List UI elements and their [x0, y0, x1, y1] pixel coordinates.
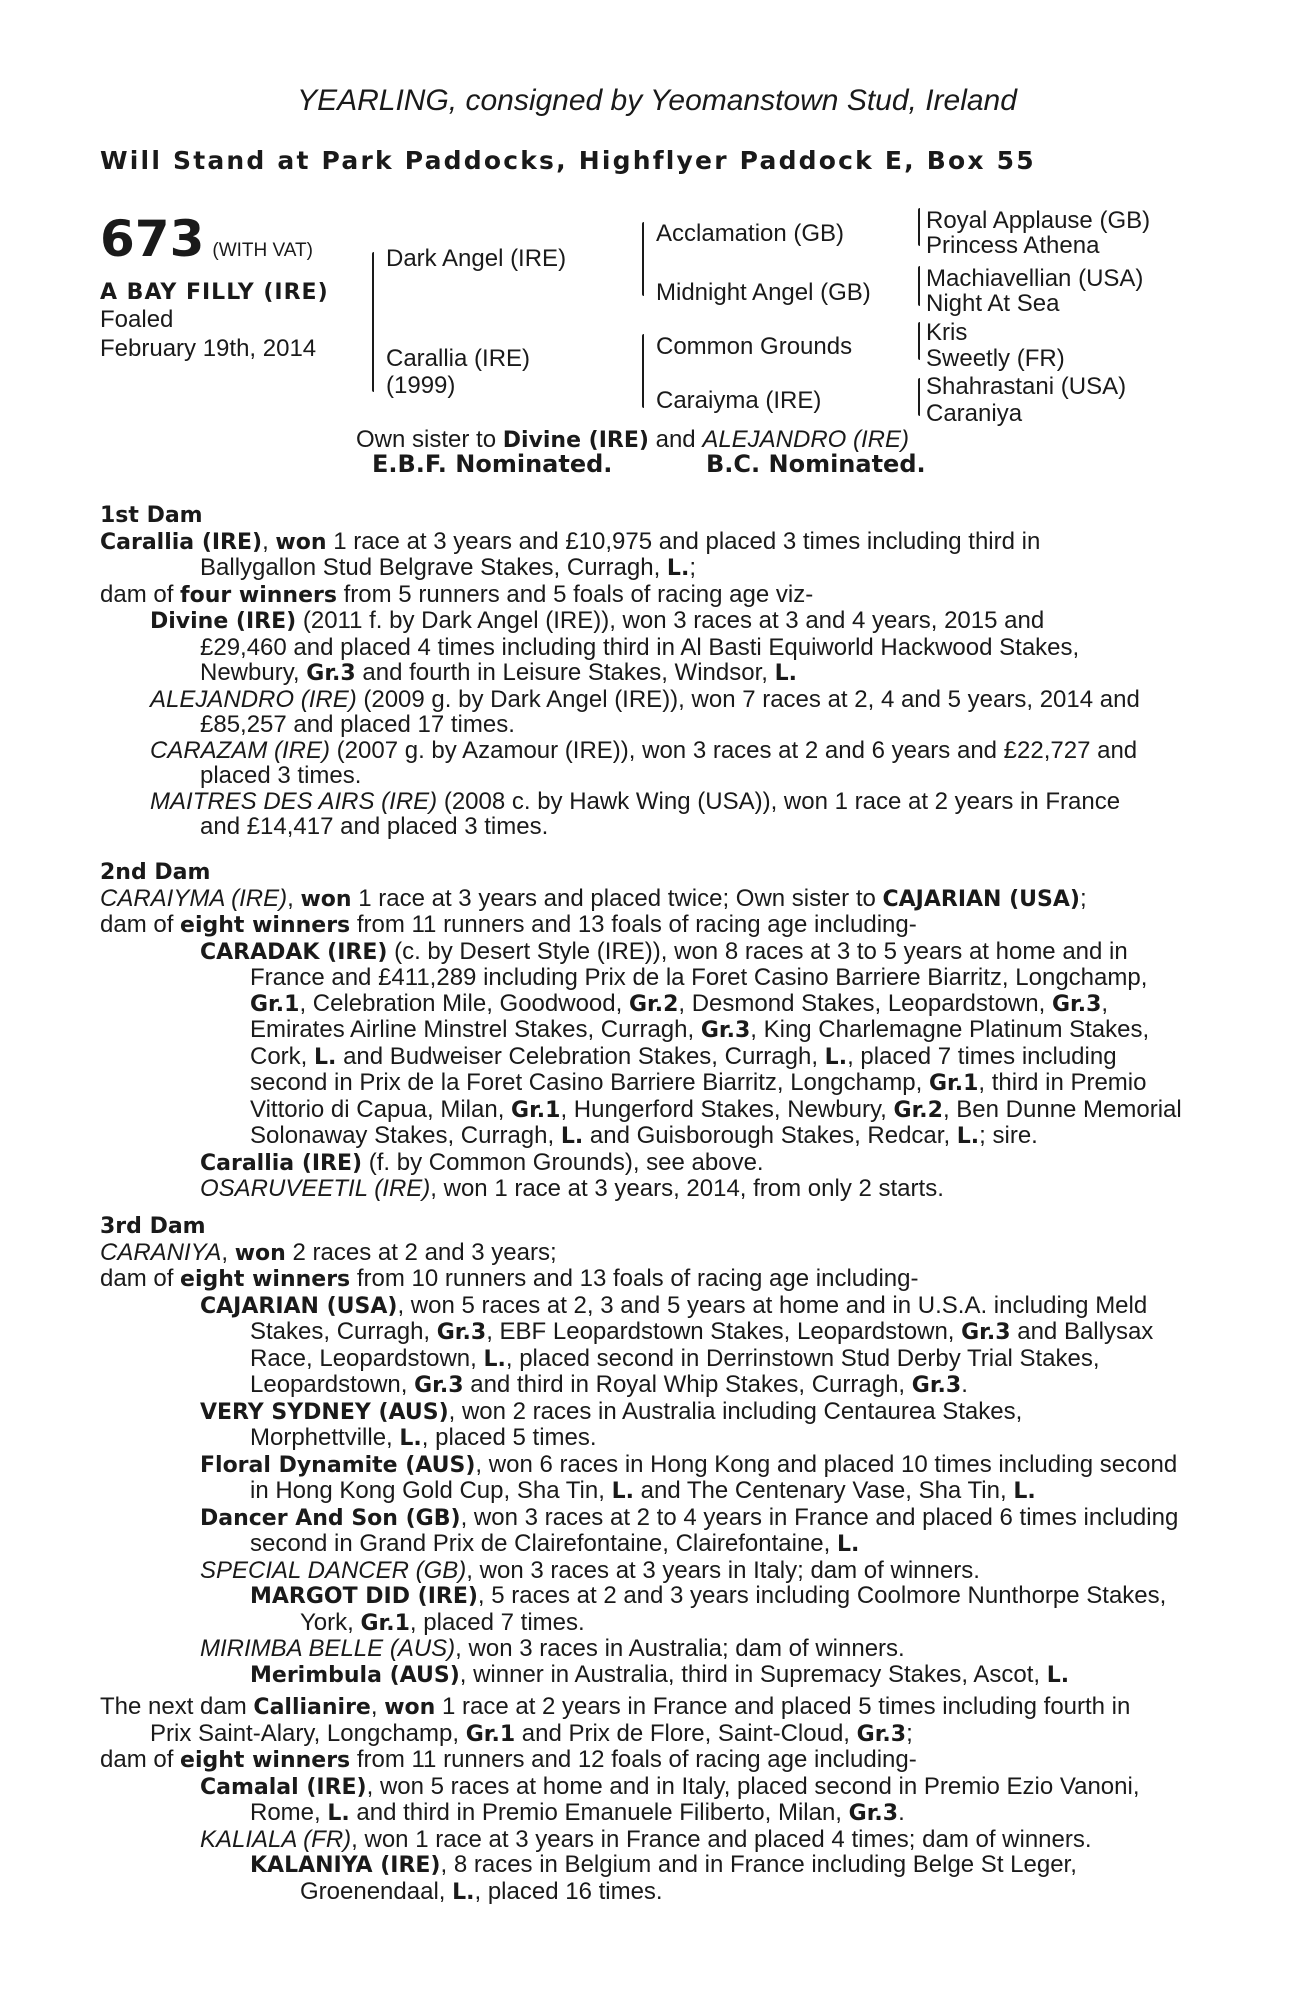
dam3-line: Dancer And Son (GB), won 3 races at 2 to 4 years in France and placed 6 times including: [200, 1503, 1179, 1531]
dam3-line: MIRIMBA BELLE (AUS), won 3 races in Australia; dam of winners.: [200, 1635, 905, 1662]
dam1-line: Carallia (IRE), won 1 race at 3 years and £10,975 and placed 3 times including third in: [100, 527, 1041, 555]
first-dam-heading: 1st Dam: [100, 503, 203, 528]
pedigree-g8: Caraniya: [926, 400, 1023, 427]
dam1-line: £85,257 and placed 17 times.: [200, 711, 515, 738]
dam3-line: Leopardstown, Gr.3 and third in Royal Whip Stakes, Curragh, Gr.3.: [250, 1371, 968, 1398]
pedigree-g7: Shahrastani (USA): [926, 373, 1127, 400]
pedigree-g3: Machiavellian (USA): [926, 265, 1144, 292]
pedigree-sire-sire: Acclamation (GB): [656, 220, 845, 247]
foaled-date: February 19th, 2014: [100, 335, 317, 362]
next-line: Prix Saint-Alary, Longchamp, Gr.1 and Prix de Flore, Saint-Cloud, Gr.3;: [150, 1719, 913, 1747]
pedigree-brace-sire: [642, 222, 644, 296]
foaled-block: [100, 305, 316, 363]
third-dam-heading: 3rd Dam: [100, 1214, 206, 1239]
dam3-line: Morphettville, L., placed 5 times.: [250, 1424, 597, 1451]
dam1-line: placed 3 times.: [200, 762, 362, 789]
dam3-line: CAJARIAN (USA), won 5 races at 2, 3 and 5 years at home and in U.S.A. including Meld: [200, 1291, 1148, 1319]
sister-divine: Divine (IRE): [502, 428, 649, 453]
dam2-line: Vittorio di Capua, Milan, Gr.1, Hungerford Stakes, Newbury, Gr.2, Ben Dunne Memorial: [250, 1095, 1182, 1123]
next-line: The next dam Callianire, won 1 race at 2 years in France and placed 5 times including fourth in: [100, 1693, 1131, 1720]
dam1-line: dam of four winners from 5 runners and 5 foals of racing age viz-: [100, 580, 814, 608]
dam2-line: Gr.1, Celebration Mile, Goodwood, Gr.2, Desmond Stakes, Leopardstown, Gr.3,: [250, 989, 1109, 1017]
pedigree-brace-g2: [918, 266, 920, 306]
dam2-line: Carallia (IRE) (f. by Common Grounds), see above.: [200, 1148, 764, 1176]
lot-number-block: [100, 210, 313, 268]
pedigree-dam: Carallia (IRE): [386, 345, 531, 372]
dam2-line: dam of eight winners from 11 runners and 13 foals of racing age including-: [100, 911, 917, 938]
next-line: KALANIYA (IRE), 8 races in Belgium and in France including Belge St Leger,: [250, 1851, 1077, 1878]
pedigree-g4: Night At Sea: [926, 290, 1060, 317]
dam2-line: France and £411,289 including Prix de la Foret Casino Barriere Biarritz, Longchamp,: [250, 964, 1148, 991]
dam1-line: Divine (IRE) (2011 f. by Dark Angel (IRE)), won 3 races at 3 and 4 years, 2015 and: [150, 607, 1045, 634]
pedigree-dam-dam: Caraiyma (IRE): [656, 387, 822, 414]
dam2-line: Emirates Airline Minstrel Stakes, Curragh, Gr.3, King Charlemagne Platinum Stakes,: [250, 1016, 1150, 1043]
next-line: Camalal (IRE), won 5 races at home and in Italy, placed second in Premio Ezio Vanoni,: [200, 1772, 1140, 1800]
pedigree-brace-g1: [918, 208, 920, 246]
pedigree-dam-year: (1999): [386, 372, 456, 399]
dam1-line: MAITRES DES AIRS (IRE) (2008 c. by Hawk Wing (USA)), won 1 race at 2 years in France: [150, 787, 1121, 815]
horse-description: A BAY FILLY (IRE): [100, 280, 329, 305]
dam3-line: Race, Leopardstown, L., placed second in Derrinstown Stud Derby Trial Stakes,: [250, 1344, 1100, 1372]
pedigree-brace-g3: [918, 322, 920, 360]
dam3-line: in Hong Kong Gold Cup, Sha Tin, L. and The Centenary Vase, Sha Tin, L.: [250, 1477, 1036, 1504]
bc-nominated: B.C. Nominated.: [706, 450, 926, 478]
second-dam-heading: 2nd Dam: [100, 860, 211, 885]
dam3-line: second in Grand Prix de Clairefontaine, Clairefontaine, L.: [250, 1530, 860, 1557]
pedigree-g6: Sweetly (FR): [926, 345, 1065, 372]
own-sister-line: Own sister to Divine (IRE) and ALEJANDRO (IRE): [356, 426, 910, 453]
lot-number: 673: [100, 210, 205, 268]
dam2-line: OSARUVEETIL (IRE), won 1 race at 3 years, 2014, from only 2 starts.: [200, 1175, 944, 1202]
next-line: Rome, L. and third in Premio Emanuele Filiberto, Milan, Gr.3.: [250, 1799, 905, 1826]
dam3-line: York, Gr.1, placed 7 times.: [300, 1608, 585, 1636]
dam2-line: CARAIYMA (IRE), won 1 race at 3 years and placed twice; Own sister to CAJARIAN (USA);: [100, 884, 1087, 912]
dam1-line: £29,460 and placed 4 times including third in Al Basti Equiworld Hackwood Stakes,: [200, 633, 1080, 661]
dam2-line: Solonaway Stakes, Curragh, L. and Guisborough Stakes, Redcar, L.; sire.: [250, 1122, 1038, 1149]
dam2-line: CARADAK (IRE) (c. by Desert Style (IRE)), won 8 races at 3 to 5 years at home and in: [200, 937, 1128, 965]
dam3-line: dam of eight winners from 10 runners and 13 foals of racing age including-: [100, 1265, 919, 1292]
pedigree-brace-main: [372, 252, 374, 392]
pedigree-sire-dam: Midnight Angel (GB): [656, 279, 871, 306]
sister-alejandro: ALEJANDRO (IRE): [702, 426, 910, 453]
pedigree-dam-sire: Common Grounds: [656, 333, 853, 360]
dam3-line: MARGOT DID (IRE), 5 races at 2 and 3 years including Coolmore Nunthorpe Stakes,: [250, 1582, 1167, 1609]
dam3-line: VERY SYDNEY (AUS), won 2 races in Australia including Centaurea Stakes,: [200, 1397, 1023, 1425]
foaled-label: Foaled: [100, 306, 174, 333]
dam2-line: Cork, L. and Budweiser Celebration Stakes, Curragh, L., placed 7 times including: [250, 1042, 1117, 1070]
ebf-nominated: E.B.F. Nominated.: [372, 450, 613, 478]
first-dam-section: [100, 503, 1210, 840]
dam2-line: second in Prix de la Foret Casino Barriere Biarritz, Longchamp, Gr.1, third in Premio: [250, 1069, 1147, 1096]
dam3-line: Merimbula (AUS), winner in Australia, third in Supremacy Stakes, Ascot, L.: [250, 1660, 1070, 1688]
next-line: dam of eight winners from 11 runners and 12 foals of racing age including-: [100, 1746, 917, 1773]
second-dam-section: [100, 860, 1210, 1202]
next-line: Groenendaal, L., placed 16 times.: [300, 1877, 663, 1905]
vat-note: (WITH VAT): [212, 240, 313, 261]
dam1-line: CARAZAM (IRE) (2007 g. by Azamour (IRE)), won 3 races at 2 and 6 years and £22,727 and: [150, 736, 1138, 764]
dam1-line: Ballygallon Stud Belgrave Stakes, Curragh, L.;: [200, 554, 696, 581]
pedigree-brace-g4: [918, 378, 920, 416]
dam1-line: Newbury, Gr.3 and fourth in Leisure Stakes, Windsor, L.: [200, 659, 797, 686]
pedigree-g2: Princess Athena: [926, 232, 1100, 259]
pedigree-brace-dam: [642, 334, 644, 408]
dam3-line: SPECIAL DANCER (GB), won 3 races at 3 years in Italy; dam of winners.: [200, 1556, 980, 1584]
third-dam-section: [100, 1214, 1210, 1688]
pedigree-g1: Royal Applause (GB): [926, 207, 1151, 234]
consignor-line: YEARLING, consigned by Yeomanstown Stud, Ireland: [297, 84, 1017, 117]
next-dam-section: [100, 1694, 1210, 1905]
dam3-line: Stakes, Curragh, Gr.3, EBF Leopardstown Stakes, Leopardstown, Gr.3 and Ballysax: [250, 1318, 1154, 1345]
pedigree-sire: Dark Angel (IRE): [386, 245, 567, 272]
dam3-line: CARANIYA, won 2 races at 2 and 3 years;: [100, 1238, 557, 1266]
stand-location: Will Stand at Park Paddocks, Highflyer Paddock E, Box 55: [100, 146, 1036, 175]
next-line: KALIALA (FR), won 1 race at 3 years in France and placed 4 times; dam of winners.: [200, 1825, 1092, 1853]
dam1-line: and £14,417 and placed 3 times.: [200, 813, 549, 840]
pedigree-g5: Kris: [926, 319, 968, 346]
dam3-line: Floral Dynamite (AUS), won 6 races in Hong Kong and placed 10 times including second: [200, 1450, 1178, 1478]
dam1-line: ALEJANDRO (IRE) (2009 g. by Dark Angel (IRE)), won 7 races at 2, 4 and 5 years, 2014 and: [150, 685, 1140, 713]
